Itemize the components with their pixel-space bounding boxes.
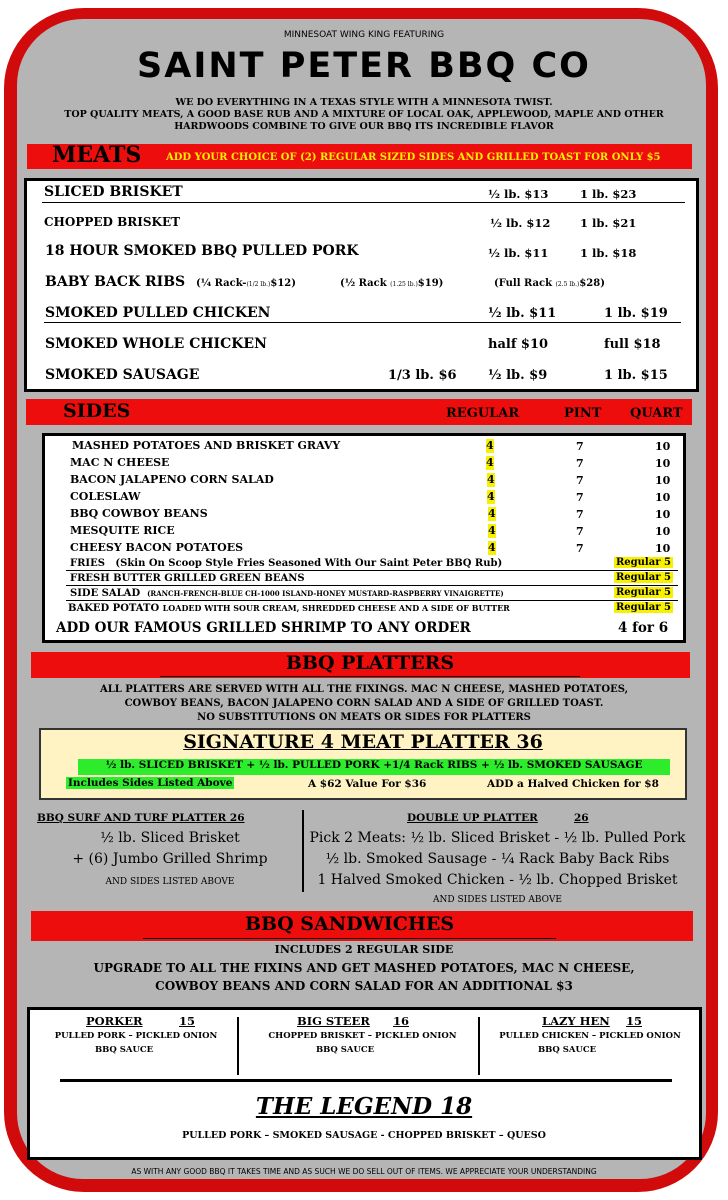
sides-col-pint: PINT (564, 406, 602, 421)
sandwich-name: BIG STEER (297, 1014, 370, 1028)
extra-divider (66, 600, 678, 601)
meats-title: MEATS (52, 142, 142, 168)
platter-divider (302, 810, 304, 892)
double-up-line-2: ½ lb. Smoked Sausage - ¼ Rack Baby Back Ribs (325, 851, 670, 867)
side-regular-price: 4 (486, 439, 494, 452)
side-pint-price: 7 (576, 525, 584, 538)
sandwich-line-2: BBQ SAUCE (316, 1045, 375, 1055)
double-up-price: 26 (574, 812, 589, 824)
side-quart-price: 10 (655, 508, 671, 521)
side-quart-price: 10 (655, 440, 671, 453)
meat-item-name: BABY BACK RIBS (45, 274, 186, 290)
meat-item-price-half: ½ lb. $12 (490, 216, 551, 230)
meat-item-name: 18 HOUR SMOKED BBQ PULLED PORK (45, 243, 359, 259)
sandwich-line-1: PULLED CHICKEN – PICKLED ONION (499, 1031, 681, 1041)
platters-title: BBQ PLATTERS (285, 652, 455, 674)
side-quart-price: 10 (655, 474, 671, 487)
legend-title: THE LEGEND 18 (255, 1093, 473, 1120)
sandwiches-underline (143, 938, 556, 939)
sandwiches-desc-2: UPGRADE TO ALL THE FIXINS AND GET MASHED POTATOES, MAC N CHEESE, (93, 961, 635, 975)
extra-divider (66, 585, 678, 586)
platters-desc-2: COWBOY BEANS, BACON JALAPENO CORN SALAD AND A SIDE OF GRILLED TOAST. (124, 698, 604, 709)
sandwich-line-2: BBQ SAUCE (538, 1045, 597, 1055)
side-quart-price: 10 (655, 542, 671, 555)
side-regular-price: 4 (488, 507, 496, 520)
extra-side-price: Regular 5 (616, 587, 671, 598)
signature-value: A $62 Value For $36 (308, 778, 427, 790)
surf-turf-title: BBQ SURF AND TURF PLATTER 26 (37, 812, 245, 824)
side-pint-price: 7 (576, 542, 584, 555)
sandwich-price: 15 (179, 1014, 196, 1028)
meat-item-price-full: 1 lb. $19 (604, 306, 668, 321)
double-up-title: DOUBLE UP PLATTER (407, 812, 538, 824)
signature-platter-contents: ½ lb. SLICED BRISKET + ½ lb. PULLED PORK +1/4 Rack RIBS + ½ lb. SMOKED SAUSAGE (78, 759, 670, 775)
extra-divider (66, 570, 678, 571)
meat-item-name: SLICED BRISKET (44, 184, 183, 200)
extra-side-fries: FRIES (Skin On Scoop Style Fries Seasoned With Our Saint Peter BBQ Rub) (70, 558, 503, 569)
platters-desc-1: ALL PLATTERS ARE SERVED WITH ALL THE FIXINGS. MAC N CHEESE, MASHED POTATOES, (99, 684, 629, 695)
sandwich-name: LAZY HEN (542, 1014, 610, 1028)
ribs-half-option: (½ Rack (1.25 lb.)$19) (340, 278, 444, 289)
meat-item-price-third: 1/3 lb. $6 (388, 368, 457, 383)
side-item-name: MESQUITE RICE (70, 524, 175, 537)
sandwich-divider (478, 1017, 480, 1075)
platters-desc-3: NO SUBSTITUTIONS ON MEATS OR SIDES FOR PLATTERS (197, 712, 531, 723)
shrimp-addon: ADD OUR FAMOUS GRILLED SHRIMP TO ANY ORDER (56, 620, 471, 636)
legend-divider (60, 1079, 672, 1082)
shrimp-addon-price: 4 for 6 (618, 620, 669, 636)
meat-item-price-half: ½ lb. $9 (488, 368, 548, 383)
double-up-line-4: AND SIDES LISTED ABOVE (433, 895, 562, 905)
meat-item-name: SMOKED SAUSAGE (45, 367, 200, 383)
sandwich-price: 15 (626, 1014, 643, 1028)
sandwich-line-1: PULLED PORK – PICKLED ONION (54, 1031, 218, 1041)
side-regular-price: 4 (488, 524, 496, 537)
meat-item-price-full: 1 lb. $23 (580, 187, 637, 201)
meat-item-price-full: 1 lb. $18 (580, 246, 637, 260)
side-item-name: MAC N CHEESE (70, 456, 170, 469)
side-pint-price: 7 (576, 474, 584, 487)
sides-col-quart: QUART (630, 406, 683, 421)
meat-item-price-full: 1 lb. $15 (604, 368, 668, 383)
extra-side-baked-potato: BAKED POTATO LOADED WITH SOUR CREAM, SHREDDED CHEESE AND A SIDE OF BUTTER (68, 603, 510, 614)
side-pint-price: 7 (576, 491, 584, 504)
meats-subtitle: ADD YOUR CHOICE OF (2) REGULAR SIZED SIDES AND GRILLED TOAST FOR ONLY $5 (166, 152, 661, 163)
tagline-1: WE DO EVERYTHING IN A TEXAS STYLE WITH A MINNESOTA TWIST. (175, 97, 553, 108)
ribs-full-option: (Full Rack (2.5 lb.)$28) (494, 278, 605, 289)
side-regular-price: 4 (487, 473, 495, 486)
side-regular-price: 4 (486, 456, 494, 469)
meat-item-price-full: full $18 (604, 337, 661, 352)
platters-underline (160, 676, 580, 677)
side-item-name: COLESLAW (70, 490, 141, 503)
meat-item-name: SMOKED WHOLE CHICKEN (45, 336, 267, 352)
meat-item-name: SMOKED PULLED CHICKEN (45, 305, 271, 321)
restaurant-title: SAINT PETER BBQ CO (137, 46, 591, 86)
meat-item-price-half: ½ lb. $11 (488, 306, 557, 321)
sandwich-divider (237, 1017, 239, 1075)
legend-desc: PULLED PORK – SMOKED SAUSAGE - CHOPPED BRISKET – QUESO (182, 1130, 546, 1141)
meat-item-price-half: ½ lb. $13 (488, 187, 549, 201)
sandwiches-title: BBQ SANDWICHES (244, 913, 455, 935)
tagline-2: TOP QUALITY MEATS, A GOOD BASE RUB AND A MIXTURE OF LOCAL OAK, APPLEWOOD, MAPLE AND OTHER (64, 109, 664, 120)
signature-includes: Includes Sides Listed Above (68, 777, 233, 789)
double-up-line-1: Pick 2 Meats: ½ lb. Sliced Brisket - ½ lb. Pulled Pork (309, 830, 686, 846)
sides-title: SIDES (63, 400, 131, 422)
ribs-quarter-option: (¼ Rack-(1/2 lb.)$12) (196, 278, 296, 289)
side-regular-price: 4 (487, 490, 495, 503)
sandwich-line-2: BBQ SAUCE (95, 1045, 154, 1055)
meat-item-price-half: half $10 (488, 337, 549, 352)
side-pint-price: 7 (576, 508, 584, 521)
footer-note: AS WITH ANY GOOD BBQ IT TAKES TIME AND AS SUCH WE DO SELL OUT OF ITEMS. WE APPRECIATE YOUR UNDERSTANDING (131, 1167, 597, 1176)
side-quart-price: 10 (655, 491, 671, 504)
extra-side-salad: SIDE SALAD (RANCH-FRENCH-BLUE CH-1000 ISLAND-HONEY MUSTARD-RASPBERRY VINAIGRETTE) (70, 588, 504, 599)
meat-item-price-half: ½ lb. $11 (488, 246, 549, 260)
meat-item-name: CHOPPED BRISKET (44, 215, 181, 229)
extra-side-green-beans: FRESH BUTTER GRILLED GREEN BEANS (70, 573, 305, 584)
side-pint-price: 7 (576, 457, 584, 470)
meat-item-price-full: 1 lb. $21 (580, 216, 637, 230)
surf-turf-line-2: + (6) Jumbo Grilled Shrimp (72, 851, 268, 867)
side-item-name: BBQ COWBOY BEANS (70, 507, 208, 520)
sandwich-line-1: CHOPPED BRISKET – PICKLED ONION (268, 1031, 457, 1041)
sandwiches-desc-3: COWBOY BEANS AND CORN SALAD FOR AN ADDITIONAL $3 (155, 979, 573, 993)
side-quart-price: 10 (655, 457, 671, 470)
side-item-name: MASHED POTATOES AND BRISKET GRAVY (72, 439, 341, 452)
side-pint-price: 7 (576, 440, 584, 453)
side-quart-price: 10 (655, 525, 671, 538)
meat-divider (44, 322, 681, 323)
extra-side-price: Regular 5 (616, 602, 671, 613)
side-regular-price: 4 (488, 541, 496, 554)
featuring-line: MINNESOAT WING KING FEATURING (283, 30, 445, 40)
sides-col-regular: REGULAR (446, 406, 520, 421)
sandwich-price: 16 (393, 1014, 410, 1028)
sandwiches-desc-1: INCLUDES 2 REGULAR SIDE (274, 943, 454, 956)
extra-side-price: Regular 5 (616, 557, 671, 568)
sandwich-name: PORKER (86, 1014, 143, 1028)
tagline-3: HARDWOODS COMBINE TO GIVE OUR BBQ ITS INCREDIBLE FLAVOR (174, 121, 554, 132)
double-up-line-3: 1 Halved Smoked Chicken - ½ lb. Chopped Brisket (317, 872, 678, 888)
surf-turf-line-3: AND SIDES LISTED ABOVE (105, 877, 235, 887)
side-item-name: CHEESY BACON POTATOES (70, 541, 244, 554)
signature-add-chicken: ADD a Halved Chicken for $8 (487, 778, 659, 790)
signature-platter-title: SIGNATURE 4 MEAT PLATTER 36 (183, 731, 543, 753)
surf-turf-line-1: ½ lb. Sliced Brisket (100, 830, 240, 846)
meat-divider (42, 202, 685, 203)
extra-side-price: Regular 5 (616, 572, 671, 583)
side-item-name: BACON JALAPENO CORN SALAD (70, 473, 274, 486)
